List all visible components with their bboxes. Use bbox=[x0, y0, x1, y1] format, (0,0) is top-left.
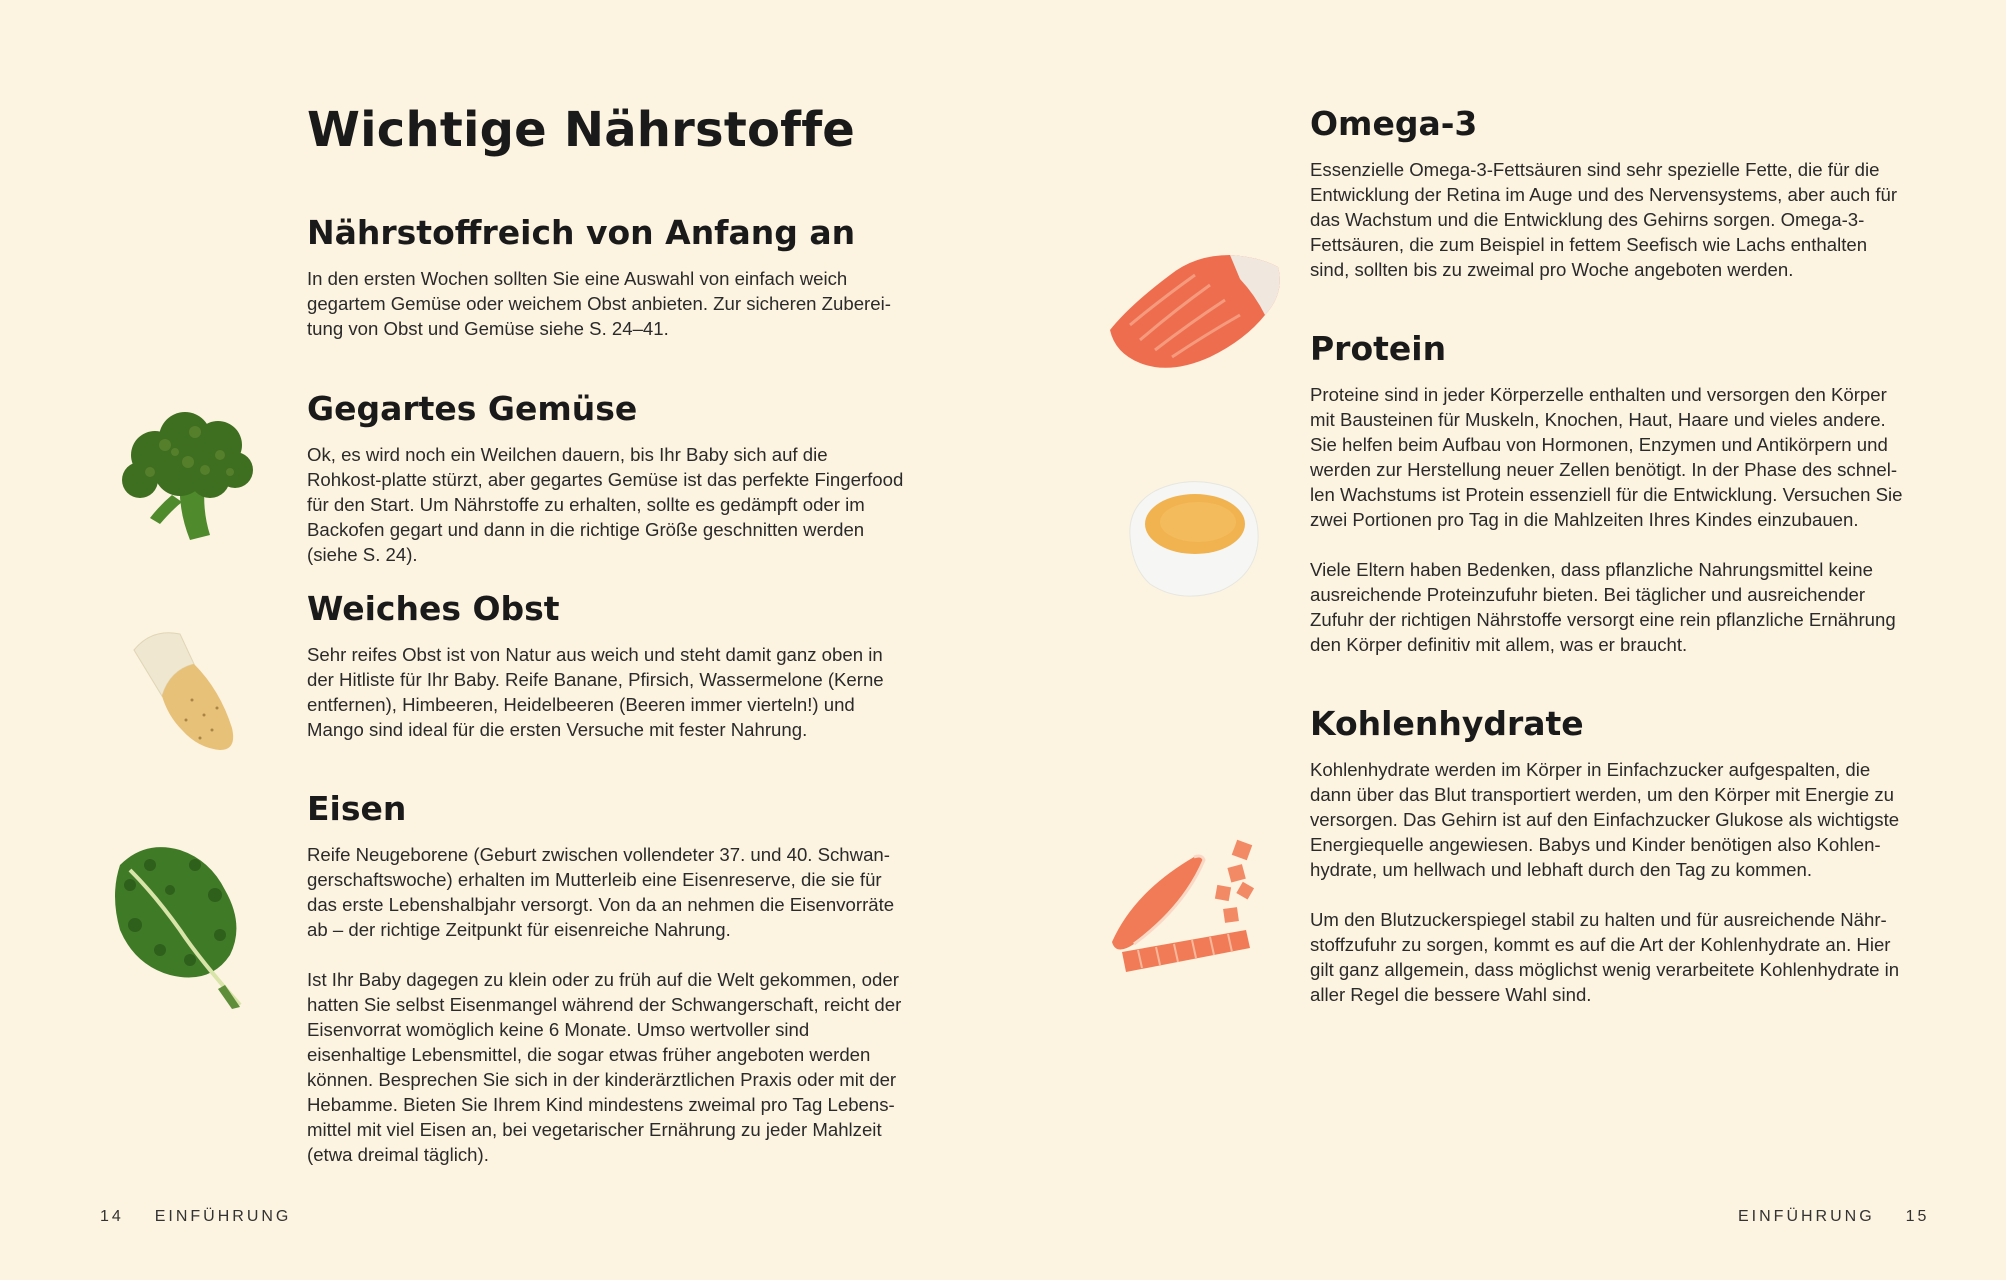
section-eisen bbox=[307, 788, 907, 1192]
egg-icon bbox=[1120, 476, 1265, 601]
section-paragraph: Essenzielle Omega-3-Fettsäuren sind sehr spezielle Fette, die für die Entwicklung der Retina im Auge und des Nervensystems, aber auch für das Wachstum und die Entwicklung des Gehirns sorgen. Omega-3-Fettsäuren, die zum Beispiel in fettem Seefisch wie Lachs enthalten sind, sollten bis zu zweimal pro Woche angeboten werden. bbox=[1310, 159, 1898, 280]
kale-icon bbox=[100, 835, 250, 1015]
page-title: Wichtige Nährstoffe bbox=[307, 102, 856, 158]
section-kohlenhydrate bbox=[1310, 703, 1910, 1032]
salmon-icon bbox=[1100, 245, 1290, 380]
section-protein bbox=[1310, 328, 1910, 682]
sweet-potato-icon bbox=[1104, 832, 1264, 982]
section-heading: Weiches Obst bbox=[307, 589, 560, 628]
footer-left bbox=[100, 1208, 291, 1226]
section-paragraph: Proteine sind in jeder Körperzelle enthalten und versorgen den Körper mit Bausteinen für Muskeln, Knochen, Haut, Haare und vieles andere. Sie helfen beim Aufbau von Hormonen, Enzymen und Antikörpern und werden zur Herstellung neuer Zellen benötigt. In der Phase des schnel-len Wachstums ist Protein essenziell für die Entwicklung. Versuchen Sie zwei Portionen pro Tag in die Mahlzeiten Ihres Kindes einzubauen. bbox=[1310, 384, 1903, 530]
section-heading: Protein bbox=[1310, 329, 1447, 368]
footer-label-left: EINFÜHRUNG bbox=[154, 1208, 292, 1225]
page-number-left: 14 bbox=[100, 1208, 124, 1225]
banana-icon bbox=[122, 620, 252, 760]
section-heading: Nährstoffreich von Anfang an bbox=[307, 213, 856, 252]
section-paragraph: Reife Neugeborene (Geburt zwischen vollendeter 37. und 40. Schwan-gerschaftswoche) erhalten im Mutterleib eine Eisenreserve, die sie für das erste Lebenshalbjahr versorgt. Von da an nehmen die Eisenvorräte ab – der richtige Zeitpunkt für eisenreiche Nahrung. bbox=[307, 844, 895, 940]
section-paragraph: In den ersten Wochen sollten Sie eine Auswahl von einfach weich gegartem Gemüse oder weichem Obst anbieten. Zur sicheren Zuberei-tung von Obst und Gemüse siehe S. 24–41. bbox=[307, 268, 891, 339]
section-paragraph: Ok, es wird noch ein Weilchen dauern, bis Ihr Baby sich auf die Rohkost-platte stürzt, aber gegartes Gemüse ist das perfekte Fingerfood für den Start. Um Nährstoffe zu erhalten, sollte es gedämpft oder im Backofen gegart und dann in die richtige Größe geschnitten werden (siehe S. 24). bbox=[307, 444, 904, 565]
section-paragraph: Viele Eltern haben Bedenken, dass pflanzliche Nahrungsmittel keine ausreichende Proteinzufuhr bieten. Bei täglicher und ausreichender Zufuhr der richtigen Nährstoffe versorgt eine rein pflanzliche Ernährung den Körper definitiv mit allem, was er braucht. bbox=[1310, 559, 1896, 655]
section-naehrstoffreich bbox=[307, 212, 907, 366]
footer-right bbox=[1738, 1208, 1929, 1226]
section-weiches-obst bbox=[307, 588, 907, 767]
section-omega-3 bbox=[1310, 103, 1910, 307]
page-number-right: 15 bbox=[1905, 1208, 1930, 1225]
broccoli-icon bbox=[110, 400, 260, 550]
section-heading: Gegartes Gemüse bbox=[307, 389, 638, 428]
section-paragraph: Ist Ihr Baby dagegen zu klein oder zu früh auf die Welt gekommen, oder hatten Sie selbst Eisenmangel während der Schwangerschaft, reicht der Eisenvorrat womöglich keine 6 Monate. Umso wertvoller sind eisenhaltige Lebensmittel, die sogar etwas früher angeboten werden können. Besprechen Sie sich in der kinderärztlichen Praxis oder mit der Hebamme. Bieten Sie Ihrem Kind mindestens zweimal pro Tag Lebens-mittel mit viel Eisen an, bei vegetarischer Ernährung zu jeder Mahlzeit (etwa dreimal täglich). bbox=[307, 969, 902, 1165]
section-heading: Omega-3 bbox=[1310, 104, 1478, 143]
footer-label-right: EINFÜHRUNG bbox=[1738, 1208, 1875, 1225]
section-paragraph: Um den Blutzuckerspiegel stabil zu halten und für ausreichende Nähr-stoffzufuhr zu sorgen, kommt es auf die Art der Kohlenhydrate an. Hier gilt ganz allgemein, dass möglichst wenig verarbeitete Kohlenhydrate in aller Regel die bessere Wahl sind. bbox=[1310, 909, 1900, 1005]
section-paragraph: Sehr reifes Obst ist von Natur aus weich und steht damit ganz oben in der Hitliste für Ihr Baby. Reife Banane, Pfirsich, Wassermelone (Kerne entfernen), Himbeeren, Heidelbeeren (Beeren immer vierteln!) und Mango sind ideal für die ersten Versuche mit fester Nahrung. bbox=[307, 644, 884, 740]
section-gegartes-gemuese bbox=[307, 388, 907, 592]
section-heading: Kohlenhydrate bbox=[1310, 704, 1584, 743]
section-heading: Eisen bbox=[307, 789, 407, 828]
section-paragraph: Kohlenhydrate werden im Körper in Einfachzucker aufgespalten, die dann über das Blut transportiert werden, um den Körper mit Energie zu versorgen. Das Gehirn ist auf den Einfachzucker Glukose als wichtigste Energiequelle angewiesen. Babys und Kinder benötigen also Kohlen-hydrate, um hellwach und lebhaft durch den Tag zu kommen. bbox=[1310, 759, 1900, 880]
